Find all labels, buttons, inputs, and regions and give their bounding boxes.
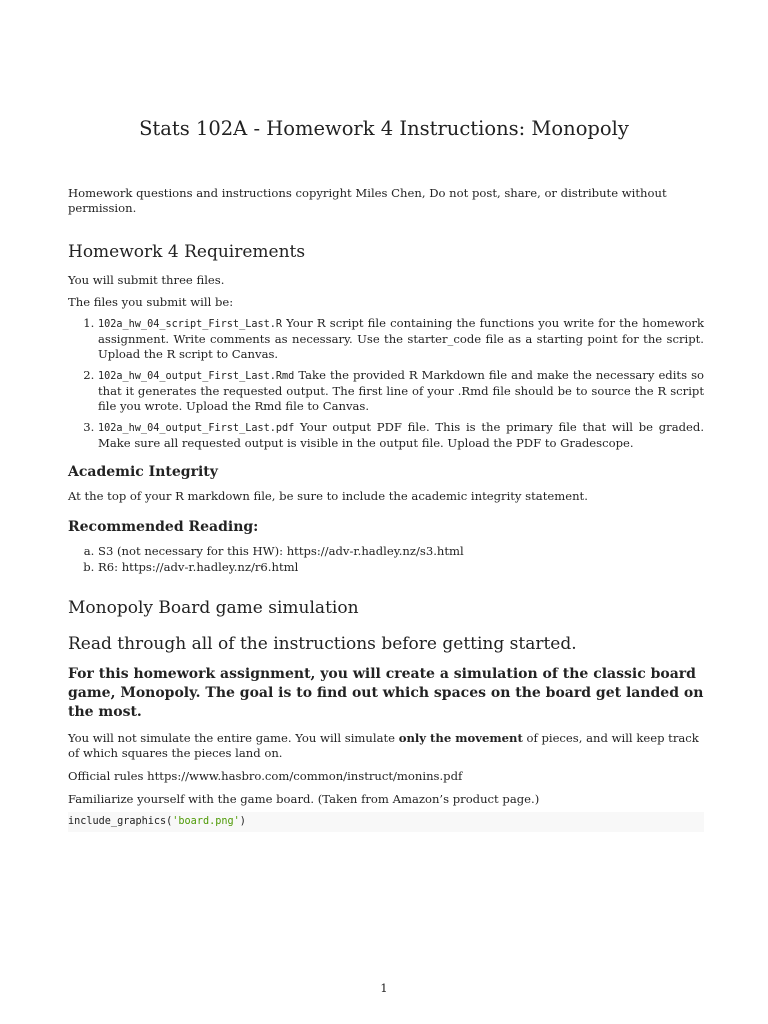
requirements-intro-1: You will submit three files.	[68, 273, 225, 287]
reading-heading: Recommended Reading:	[68, 519, 259, 535]
copyright-notice: Homework questions and instructions copyright Miles Chen, Do not post, share, or distribute without permission.	[68, 186, 667, 215]
movement-paragraph	[68, 731, 704, 761]
integrity-text: At the top of your R markdown file, be sure to include the academic integrity statement.	[68, 489, 588, 503]
list-item	[98, 420, 704, 451]
reading-list	[68, 544, 704, 575]
list-item: b. R6: https://adv-r.hadley.nz/r6.html	[98, 560, 704, 575]
movement-text-before: You will not simulate the entire game. You will simulate	[68, 731, 396, 745]
integrity-heading: Academic Integrity	[68, 464, 218, 480]
assignment-lead: For this homework assignment, you will create a simulation of the classic board game, Monopoly. The goal is to find out which spaces on the board get landed on the most.	[68, 666, 704, 720]
file-description: Your output PDF file. This is the primary file that will be graded. Make sure all requested output is visible in the output file. Upload the PDF to Gradescope.	[98, 420, 704, 450]
familiarize-text: Familiarize yourself with the game board. (Taken from Amazon’s product page.)	[68, 792, 540, 806]
requirements-heading: Homework 4 Requirements	[68, 242, 306, 262]
code-block	[68, 812, 704, 832]
monopoly-subheading: Read through all of the instructions before getting started.	[68, 634, 577, 654]
file-description: Your R script file containing the functions you write for the homework assignment. Write comments as necessary. Use the starter_code file as a starting point for the script. Upload the R script to Canvas.	[98, 316, 705, 361]
file-name: 102a_hw_04_output_First_Last.Rmd	[98, 371, 295, 382]
code-close: )	[239, 816, 246, 827]
code-string: 'board.png'	[172, 816, 240, 827]
movement-text-after: of pieces, and will keep track of which squares the pieces land on.	[68, 731, 699, 760]
requirements-intro-2: The files you submit will be:	[68, 295, 234, 309]
list-item	[98, 316, 704, 362]
page-title: Stats 102A - Homework 4 Instructions: Monopoly	[139, 117, 629, 140]
code-function: include_graphics(	[68, 816, 173, 827]
official-rules: Official rules https://www.hasbro.com/common/instruct/monins.pdf	[68, 769, 463, 783]
page-number: 1	[380, 981, 388, 995]
file-description: Take the provided R Markdown file and make the necessary edits so that it generates the requested output. The first line of your .Rmd file should be to source the R script file you wrote. Upload the Rmd file to Canvas.	[98, 368, 704, 413]
files-list	[68, 316, 704, 451]
file-name: 102a_hw_04_output_First_Last.pdf	[98, 423, 295, 434]
document-body	[68, 186, 704, 832]
list-item	[98, 368, 704, 414]
list-item: a. S3 (not necessary for this HW): https://adv-r.hadley.nz/s3.html	[98, 544, 704, 559]
movement-text-bold: only the movement	[398, 731, 523, 745]
monopoly-heading: Monopoly Board game simulation	[68, 598, 359, 618]
file-name: 102a_hw_04_script_First_Last.R	[98, 319, 283, 330]
